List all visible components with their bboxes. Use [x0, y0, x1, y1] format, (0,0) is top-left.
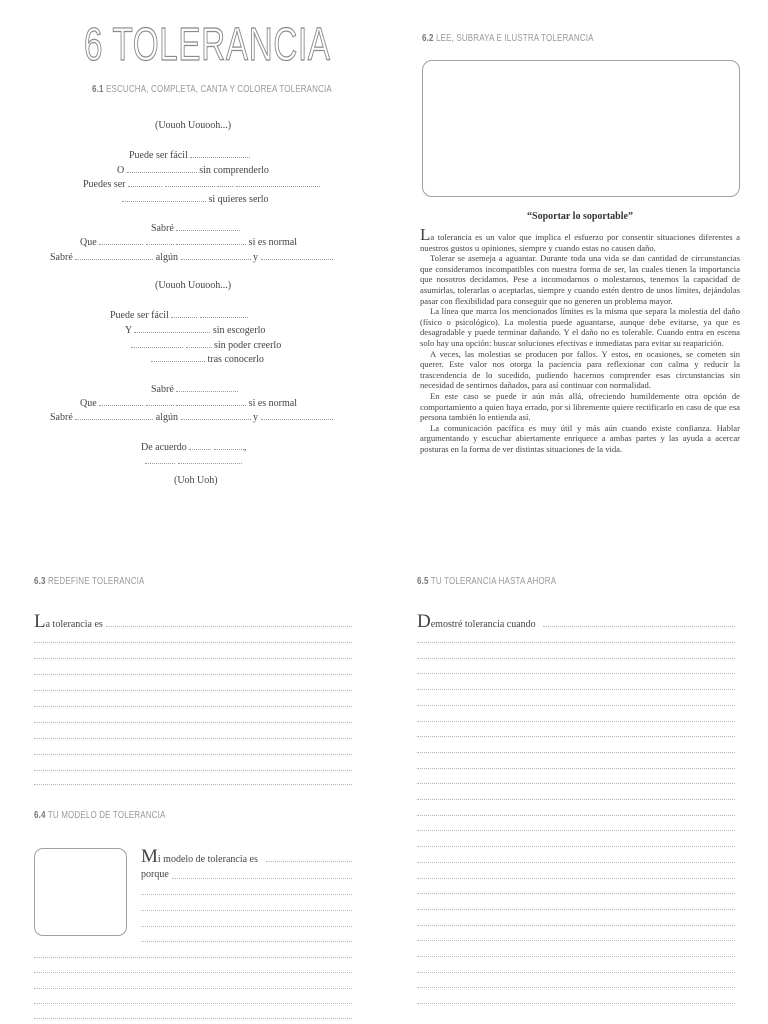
fill-blank[interactable] — [181, 410, 251, 420]
lyric-text: Que — [80, 398, 97, 409]
fill-blank[interactable] — [75, 250, 153, 260]
writing-line[interactable] — [34, 658, 352, 659]
writing-line[interactable] — [417, 736, 735, 737]
section-6-4-heading — [34, 810, 166, 821]
lyric-text: tras conocerlo — [207, 354, 264, 365]
lyric-line — [145, 454, 242, 468]
writing-line[interactable] — [417, 673, 735, 674]
writing-line[interactable] — [34, 988, 352, 989]
fill-blank[interactable] — [186, 338, 212, 348]
lyric-line — [122, 192, 269, 206]
fill-blank[interactable] — [122, 192, 206, 202]
writing-line[interactable] — [417, 878, 735, 879]
lyric-line — [50, 250, 333, 264]
lyric-text: O — [117, 165, 125, 176]
lyric-text: Y — [125, 325, 132, 336]
article-title: “Soportar lo soportable” — [527, 211, 633, 222]
article-paragraph: A veces, las molestias se producen por fallos. Y estos, en ocasiones, se cometen sin querer. Este valor nos otorga la paciencia para reflexionar con calma y reducir la trascendencia de lo sucedido, pudiendo hacernos comprender esas circunstancias sin necesidad de sentirnos dañados, para así continuar con normalidad. — [420, 348, 740, 391]
writing-line[interactable] — [417, 815, 735, 816]
fill-blank[interactable] — [151, 352, 205, 362]
section-number: 6.1 — [92, 84, 104, 95]
writing-line[interactable] — [417, 799, 735, 800]
writing-line[interactable] — [141, 910, 352, 911]
lyric-text: sin comprenderlo — [199, 165, 269, 176]
writing-line[interactable] — [141, 926, 352, 927]
writing-line[interactable] — [417, 987, 735, 988]
writing-line[interactable] — [266, 861, 352, 862]
writing-line[interactable] — [34, 738, 352, 739]
section-6-3-heading — [34, 576, 145, 587]
writing-line[interactable] — [543, 626, 735, 627]
section-label: TU TOLERANCIA HASTA AHORA — [430, 576, 557, 587]
redefine-lead — [34, 611, 103, 633]
writing-line[interactable] — [417, 768, 735, 769]
article-paragraph: En este caso se puede ir aún más allá, ofreciendo humildemente otra opción de comportamiento a quien haya errado, por si libremente quiere rectificarlo en caso de que esa persona también lo entienda así. — [420, 390, 740, 423]
lyric-text: Puedes ser — [83, 179, 126, 190]
drop-cap: L — [420, 225, 431, 244]
fill-blank[interactable] — [75, 410, 153, 420]
article-paragraph: Tolerar se asemeja a aguantar. Durante toda una vida se dan cantidad de circunstancias que consideramos incompatibles con nuestra forma de ser, las cuales tienen la importancia que nosotros decidamos. Pese a incomodarnos o molestarnos, tenemos la capacidad de asumirlas, tolerarlas o aceptarlas, siempre y cuando estén dentro de unos límites, dejándolas pasar con flexibilidad para conseguir que no generen un problema mayor. — [420, 253, 740, 306]
writing-line[interactable] — [417, 830, 735, 831]
lyric-line — [129, 148, 250, 162]
fill-blank[interactable] — [181, 250, 251, 260]
lyric-text: Sabré — [50, 252, 73, 263]
fill-blank[interactable] — [176, 396, 246, 406]
writing-line[interactable] — [417, 1003, 735, 1004]
writing-line[interactable] — [417, 783, 735, 784]
writing-line[interactable] — [34, 1003, 352, 1004]
writing-line[interactable] — [141, 894, 352, 895]
writing-line[interactable] — [34, 957, 352, 958]
lyric-text: sin escogerlo — [212, 325, 266, 336]
lyric-line — [174, 474, 218, 487]
lyric-line — [125, 323, 265, 337]
writing-line[interactable] — [417, 956, 735, 957]
article-paragraph: La línea que marca los mencionados límites es la misma que separa la molestia del daño (físico o psicológico). La molestia puede aguantarse, aunque debe evitarse, ya que es desagradable y puede terminar dañando. Y el daño no es tolerable. Cuando entra en escena solo hay una opción: buscar soluciones efectivas e inmediatas para evitar su reaparición. — [420, 306, 740, 348]
model-lead-2 — [141, 869, 169, 880]
section-6-5-heading — [417, 576, 556, 587]
lyric-text: algún — [155, 252, 178, 263]
writing-line[interactable] — [34, 674, 352, 675]
lyric-line — [110, 308, 248, 322]
article-body — [420, 225, 740, 454]
writing-line[interactable] — [417, 689, 735, 690]
lyric-text: (Uoh Uoh) — [174, 475, 218, 486]
lyric-text: Sabré — [50, 412, 73, 423]
lead-text: emostré tolerancia cuando — [430, 619, 536, 630]
fill-blank[interactable] — [146, 396, 174, 406]
section-number: 6.3 — [34, 576, 46, 587]
lyric-text: Puede ser fácil — [129, 150, 188, 161]
lyric-line — [141, 440, 246, 454]
fill-blank[interactable] — [261, 250, 333, 260]
lyric-line — [155, 279, 231, 292]
fill-blank[interactable] — [134, 323, 210, 333]
lyric-text: , — [243, 442, 247, 453]
writing-line[interactable] — [34, 972, 352, 973]
fill-blank[interactable] — [261, 410, 333, 420]
lyric-text: si es normal — [248, 398, 297, 409]
fill-blank[interactable] — [146, 235, 174, 245]
fill-blank[interactable] — [217, 177, 233, 187]
lyric-line — [131, 338, 281, 352]
section-6-1-heading — [92, 84, 332, 95]
fill-blank[interactable] — [178, 454, 242, 464]
writing-line[interactable] — [417, 862, 735, 863]
section-label: LEE, SUBRAYA E ILUSTRA TOLERANCIA — [436, 33, 594, 44]
writing-line[interactable] — [417, 752, 735, 753]
lyric-text: si quieres serlo — [208, 194, 269, 205]
lyric-line — [151, 382, 238, 396]
drop-cap: M — [141, 846, 158, 867]
writing-line[interactable] — [34, 770, 352, 771]
section-number: 6.5 — [417, 576, 429, 587]
model-lead — [141, 846, 258, 868]
section-number: 6.4 — [34, 810, 46, 821]
lead-text: a tolerancia es — [45, 619, 103, 630]
writing-line[interactable] — [106, 626, 352, 627]
lyric-text: si es normal — [248, 237, 297, 248]
fill-blank[interactable] — [176, 382, 238, 392]
lyric-text: sin poder creerlo — [214, 340, 282, 351]
lead-text: i modelo de tolerancia es — [157, 854, 258, 865]
illustration-box[interactable] — [422, 60, 740, 197]
writing-line[interactable] — [417, 940, 735, 941]
section-6-2-heading — [422, 33, 594, 44]
section-label: REDEFINE TOLERANCIA — [48, 576, 145, 587]
lyric-line — [83, 177, 320, 191]
writing-line[interactable] — [141, 941, 352, 942]
lyric-line — [151, 221, 240, 235]
lyric-text: y — [253, 252, 258, 263]
lyric-text: Sabré — [151, 384, 174, 395]
fill-blank[interactable] — [165, 177, 215, 187]
fill-blank[interactable] — [236, 177, 320, 187]
section-label: TU MODELO DE TOLERANCIA — [47, 810, 166, 821]
writing-line[interactable] — [417, 705, 735, 706]
lyric-text: De acuerdo — [141, 442, 187, 453]
paragraph-text: a tolerancia es un valor que implica el esfuerzo por consentir situaciones diferentes a nuestros gustos u opiniones, siempre y cuando estas no causen daño. — [420, 232, 740, 253]
writing-line[interactable] — [417, 909, 735, 910]
writing-line[interactable] — [417, 893, 735, 894]
writing-line[interactable] — [34, 1018, 352, 1019]
model-photo-box[interactable] — [34, 848, 127, 936]
lyric-line — [50, 410, 333, 424]
fill-blank[interactable] — [200, 308, 248, 318]
fill-blank[interactable] — [99, 235, 143, 245]
article-paragraph — [420, 225, 740, 253]
fill-blank[interactable] — [128, 177, 162, 187]
fill-blank[interactable] — [127, 163, 197, 173]
fill-blank[interactable] — [176, 221, 240, 231]
fill-blank[interactable] — [176, 235, 246, 245]
chapter-title: 6 TOLERANCIA — [84, 18, 331, 70]
fill-blank[interactable] — [131, 338, 183, 348]
writing-line[interactable] — [34, 642, 352, 643]
writing-line[interactable] — [417, 658, 735, 659]
writing-line[interactable] — [34, 754, 352, 755]
lyric-line — [80, 396, 297, 410]
article-paragraph: La comunicación pacífica es muy útil y más aún cuando existe confianza. Hablar argumentando y escuchar abiertamente enriquece a ambas partes y las ayuda a acercar posturas en la forma de ver distintas situaciones de la vida. — [420, 422, 740, 454]
lyric-text: (Uouoh Uouooh...) — [155, 120, 232, 131]
writing-line[interactable] — [417, 642, 735, 643]
section-label: ESCUCHA, COMPLETA, CANTA Y COLOREA TOLERANCIA — [106, 84, 332, 95]
drop-cap: L — [34, 611, 46, 632]
writing-line[interactable] — [34, 784, 352, 785]
writing-line[interactable] — [417, 925, 735, 926]
lyric-line — [80, 235, 297, 249]
writing-line[interactable] — [34, 722, 352, 723]
section-number: 6.2 — [422, 33, 434, 44]
writing-line[interactable] — [172, 878, 352, 879]
fill-blank[interactable] — [214, 440, 244, 450]
lyric-text: Que — [80, 237, 97, 248]
writing-line[interactable] — [417, 721, 735, 722]
fill-blank[interactable] — [145, 454, 175, 464]
lyric-text: y — [253, 412, 258, 423]
writing-line[interactable] — [34, 706, 352, 707]
fill-blank[interactable] — [190, 148, 250, 158]
lyric-text: algún — [155, 412, 178, 423]
drop-cap: D — [417, 611, 431, 632]
lyric-text: Puede ser fácil — [110, 310, 169, 321]
writing-line[interactable] — [417, 846, 735, 847]
lyric-line — [117, 163, 269, 177]
writing-line[interactable] — [34, 690, 352, 691]
lyric-text: Sabré — [151, 223, 174, 234]
so-far-lead — [417, 611, 536, 633]
fill-blank[interactable] — [99, 396, 143, 406]
lyric-line — [151, 352, 264, 366]
lyric-line — [155, 119, 231, 132]
fill-blank[interactable] — [189, 440, 211, 450]
lead-text: porque — [141, 869, 169, 880]
fill-blank[interactable] — [171, 308, 197, 318]
writing-line[interactable] — [417, 972, 735, 973]
lyric-text: (Uouoh Uouooh...) — [155, 280, 232, 291]
